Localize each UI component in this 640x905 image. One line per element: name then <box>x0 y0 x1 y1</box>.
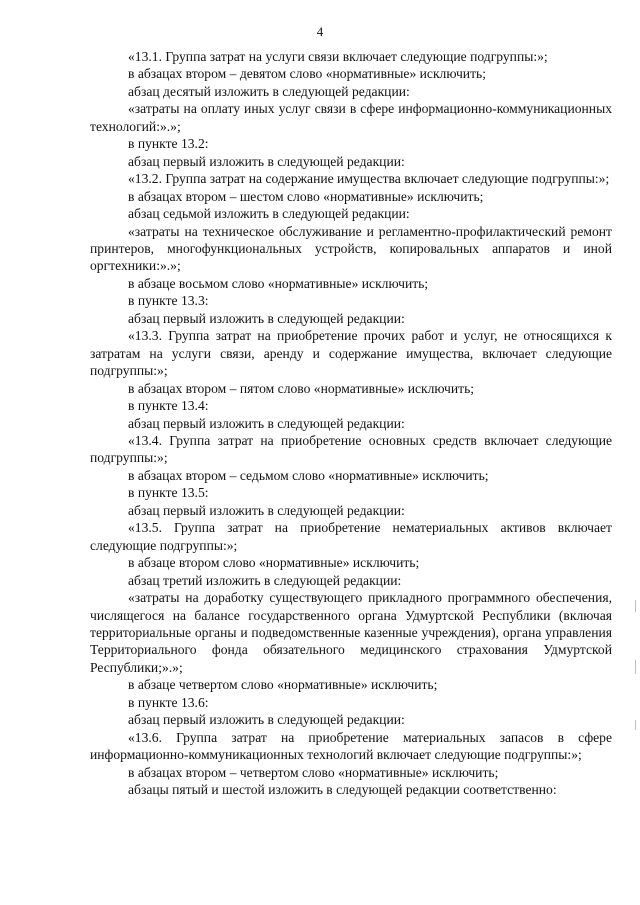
paragraph: абзац первый изложить в следующей редакции: <box>128 153 405 169</box>
paragraph: «13.1. Группа затрат на услуги связи включает следующие подгруппы:»; <box>128 49 548 64</box>
paragraph: абзац седьмой изложить в следующей редакции: <box>128 206 410 222</box>
paragraph: «13.6. Группа затрат на приобретение материальных запасов в сфере информационно-коммуникационных технологий включает следующие подгруппы:»; <box>90 729 612 763</box>
paragraph: в пункте 13.3: <box>128 293 209 309</box>
paragraph: в пункте 13.6: <box>128 694 209 710</box>
paragraph: абзац первый изложить в следующей редакции: <box>128 415 405 431</box>
document-body <box>90 48 612 798</box>
paragraph: абзац десятый изложить в следующей редакции: <box>128 83 410 99</box>
scan-edge-mark <box>635 720 636 730</box>
paragraph: в пункте 13.5: <box>128 485 209 501</box>
paragraph: абзац первый изложить в следующей редакции: <box>128 310 405 326</box>
paragraph: в абзацах втором – седьмом слово «нормативные» исключить; <box>128 467 489 483</box>
paragraph: в абзацах втором – шестом слово «нормативные» исключить; <box>128 188 484 204</box>
paragraph: в абзаце четвертом слово «нормативные» исключить; <box>128 677 438 693</box>
page-number: 4 <box>316 24 324 39</box>
paragraph: в абзацах втором – девятом слово «нормативные» исключить; <box>128 66 487 82</box>
paragraph: в абзаце восьмом слово «нормативные» исключить; <box>128 275 429 291</box>
paragraph: в пункте 13.2: <box>128 136 209 152</box>
scan-edge-mark <box>635 600 636 612</box>
paragraph: «затраты на техническое обслуживание и регламентно-профилактический ремонт принтеров, многофункциональных устройств, копировальных аппаратов и иной оргтехники:».»; <box>90 223 612 274</box>
paragraph: в пункте 13.4: <box>128 398 209 414</box>
paragraph: «затраты на оплату иных услуг связи в сфере информационно-коммуникационных технологий:».»; <box>90 101 612 134</box>
paragraph: «13.5. Группа затрат на приобретение нематериальных активов включает следующие подгруппы:»; <box>90 520 612 553</box>
paragraph: абзац первый изложить в следующей редакции: <box>128 712 405 728</box>
paragraph: абзацы пятый и шестой изложить в следующей редакции соответственно: <box>128 782 557 798</box>
paragraph: «затраты на доработку существующего прикладного программного обеспечения, числящегося на балансе государственного органа Удмуртской Республики (включая территориальные органы и подведомственные казенные учреждения), органа управления Территориального фонда обязательного медицинского страхования Удмуртской Республики;».»; <box>90 590 612 675</box>
paragraph: абзац первый изложить в следующей редакции: <box>128 502 405 518</box>
paragraph: «13.2. Группа затрат на содержание имущества включает следующие подгруппы:»; <box>128 171 610 187</box>
paragraph: в абзацах втором – четвертом слово «нормативные» исключить; <box>128 764 499 780</box>
scan-edge-mark <box>635 660 636 674</box>
paragraph: «13.3. Группа затрат на приобретение прочих работ и услуг, не относящихся к затратам на услуги связи, аренду и содержание имущества, включает следующие подгруппы:»; <box>90 328 612 379</box>
paragraph: в абзаце втором слово «нормативные» исключить; <box>128 555 420 571</box>
paragraph: абзац третий изложить в следующей редакции: <box>128 572 402 588</box>
paragraph: «13.4. Группа затрат на приобретение основных средств включает следующие подгруппы:»; <box>90 432 612 466</box>
paragraph: в абзацах втором – пятом слово «нормативные» исключить; <box>128 380 475 396</box>
